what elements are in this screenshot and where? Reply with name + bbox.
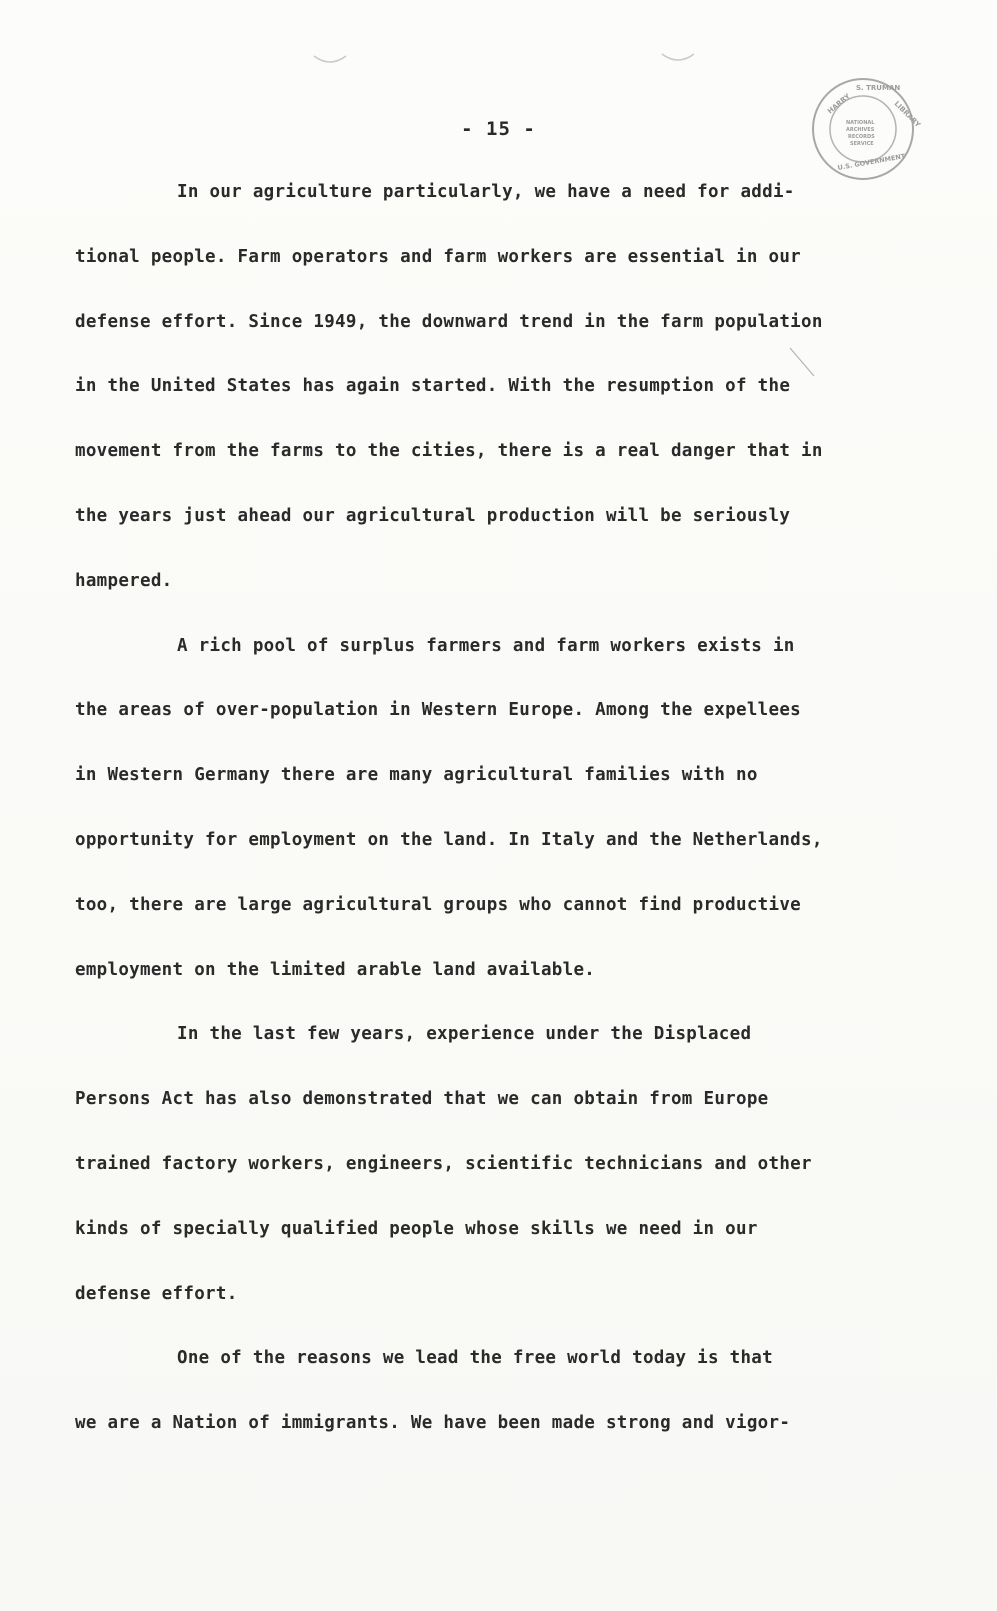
svg-text:NATIONAL: NATIONAL [846,120,875,126]
text-line: the years just ahead our agricultural production will be seriously [75,505,791,526]
text-line: in the United States has again started. With the resumption of the [75,376,791,397]
paragraph-4 [75,1326,835,1456]
svg-text:U.S. GOVERNMENT: U.S. GOVERNMENT [836,152,906,172]
text-line: trained factory workers, engineers, scientific technicians and other [75,1153,812,1174]
text-line: tional people. Farm operators and farm workers are essential in our [75,246,802,267]
text-line: the areas of over-population in Western Europe. Among the expellees [75,700,802,721]
text-line: too, there are large agricultural groups who cannot find productive [75,894,802,915]
text-line: we are a Nation of immigrants. We have been made strong and vigor- [75,1413,791,1434]
text-line: One of the reasons we lead the free world today is that [177,1348,773,1369]
paragraph-1 [75,160,835,614]
punch-mark-right [660,50,696,66]
paragraph-2 [75,614,835,1003]
text-line: A rich pool of surplus farmers and farm workers exists in [177,635,795,656]
text-line: kinds of specially qualified people whose skills we need in our [75,1218,758,1239]
svg-text:LIBRARY: LIBRARY [892,99,922,129]
svg-text:ARCHIVES: ARCHIVES [846,127,875,133]
page-number: - 15 - [461,118,536,140]
text-line: In the last few years, experience under the Displaced [177,1024,752,1045]
text-line: defense effort. [75,1283,238,1304]
text-line: In our agriculture particularly, we have a need for addi- [177,182,795,202]
punch-mark-left [312,52,348,68]
text-line: in Western Germany there are many agricultural families with no [75,765,758,786]
text-line: defense effort. Since 1949, the downward trend in the farm population [75,311,823,332]
text-line: movement from the farms to the cities, there is a real danger that in [75,441,823,462]
text-line: employment on the limited arable land available. [75,959,596,980]
svg-text:RECORDS: RECORDS [848,134,875,140]
svg-text:HARRY: HARRY [826,92,852,116]
svg-text:S. TRUMAN: S. TRUMAN [856,84,901,92]
text-line: opportunity for employment on the land. In Italy and the Netherlands, [75,829,823,850]
text-line: Persons Act has also demonstrated that we can obtain from Europe [75,1089,769,1110]
document-body [75,160,835,1456]
paragraph-3 [75,1002,835,1326]
text-line: hampered. [75,570,173,591]
svg-text:SERVICE: SERVICE [850,141,874,147]
